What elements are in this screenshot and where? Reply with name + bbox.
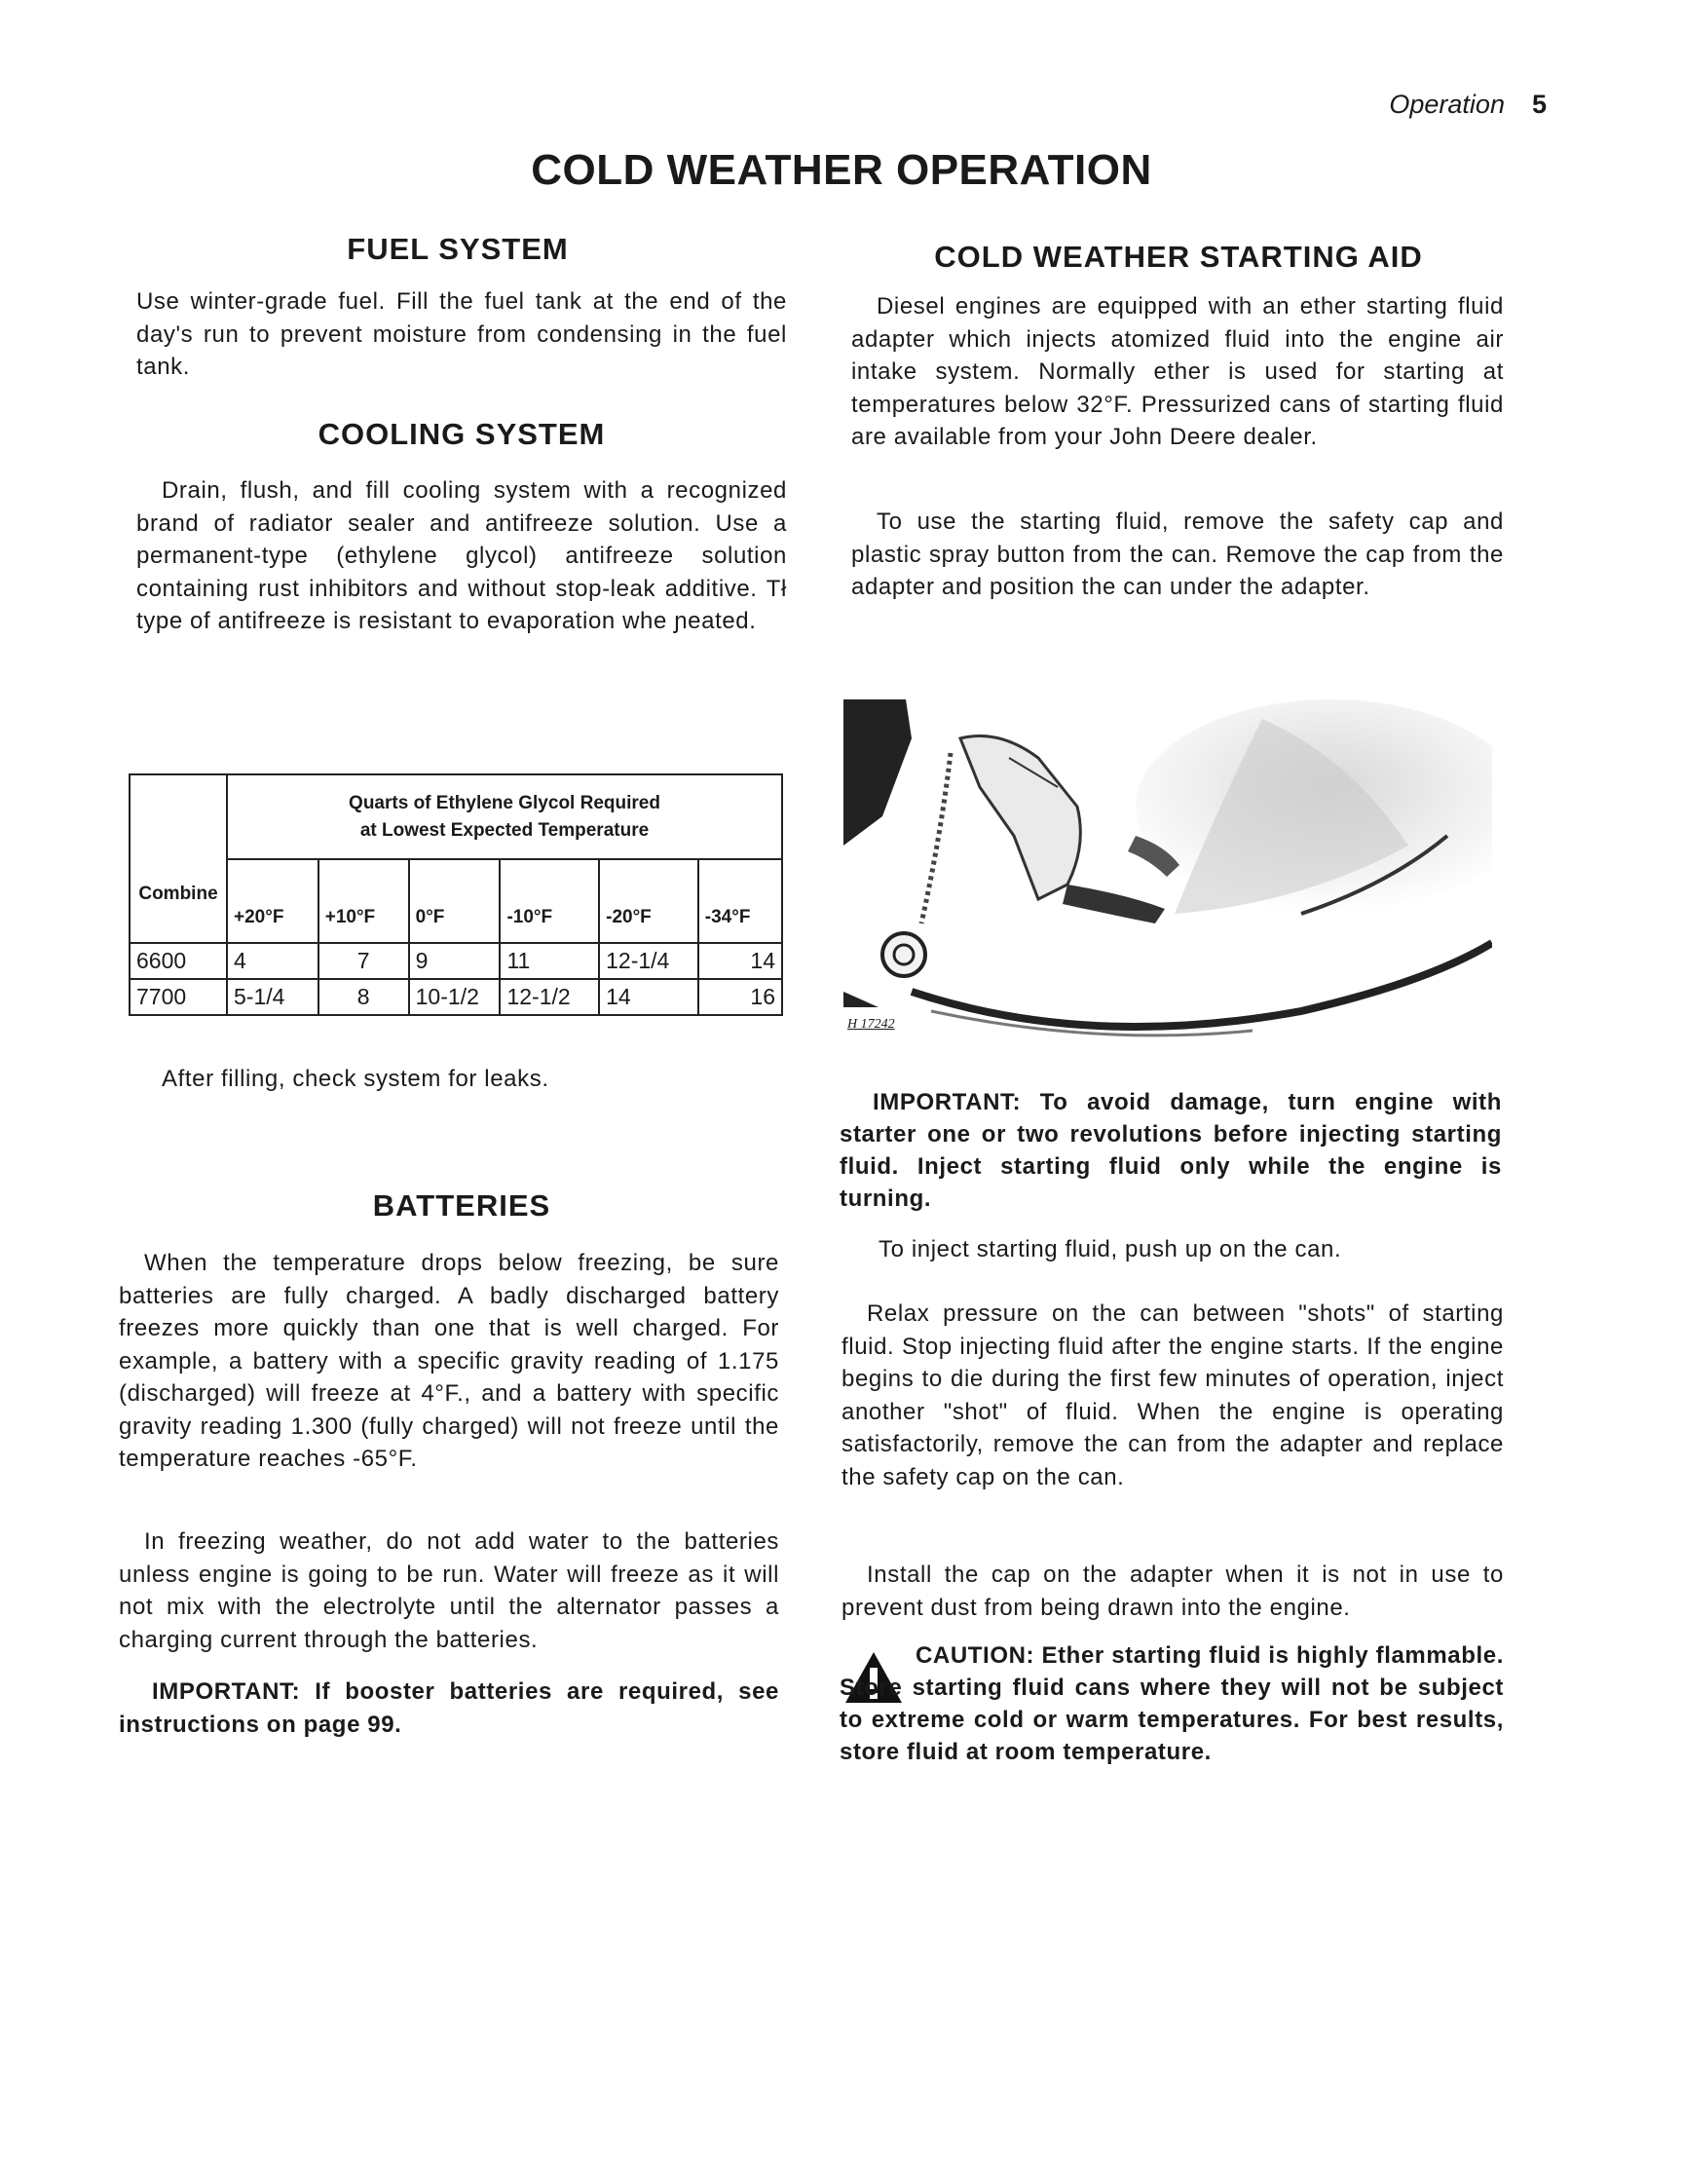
cooling-system-text: Drain, flush, and fill cooling system with a recognized brand of radiator sealer and antifreeze solution. Use a permanent-type (ethylene glycol) antifreeze solution containing rust inhibitors and without stop-leak additive. Tł type of antifreeze is resistant to evaporation whe ɲeated. [136, 477, 787, 634]
batteries-text-2: In freezing weather, do not add water to the batteries unless engine is going to be run. Water will freeze as it will not mix with the electrolyte until the alternator passes a charging current through the batteries. [119, 1528, 779, 1653]
value-cell: 7 [318, 943, 409, 979]
value-cell: 12-1/4 [599, 943, 698, 979]
page-number: 5 [1531, 90, 1547, 119]
batteries-text-1: When the temperature drops below freezing, be sure batteries are fully charged. A badly discharged battery freezes more quickly than one that is well charged. For example, a battery with a specific gravity reading of 1.175 (discharged) will freeze at 4°F., and a battery with specific gravity reading 1.300 (fully charged) will not freeze until the temperature reaches -65°F. [119, 1250, 779, 1472]
page-header [1389, 90, 1547, 120]
photo-illustration [843, 699, 1492, 1046]
temp-header: -20°F [599, 859, 698, 943]
starting-aid-important: IMPORTANT: To avoid damage, turn engine with starter one or two revolutions before injecting starting fluid. Inject starting fluid only while the engine is turning. [840, 1089, 1502, 1212]
value-cell: 8 [318, 979, 409, 1015]
temp-header: +10°F [318, 859, 409, 943]
temp-header: 0°F [409, 859, 501, 943]
fuel-system-heading: FUEL SYSTEM [347, 232, 569, 266]
photo-code: H 17242 [847, 1017, 895, 1032]
starting-aid-text-4: Relax pressure on the can between "shots" of starting fluid. Stop injecting fluid after the engine starts. If the engine begins to die during the first few minutes of operation, inject another "shot" of fluid. When the engine is operating satisfactorily, remove the can from the adapter and replace the safety cap on the can. [842, 1300, 1504, 1490]
temp-header: -10°F [500, 859, 599, 943]
temp-header: -34°F [698, 859, 782, 943]
group-header: Quarts of Ethylene Glycol Required at Lowest Expected Temperature [227, 774, 782, 859]
value-cell: 12-1/2 [500, 979, 599, 1015]
value-cell: 5-1/4 [227, 979, 318, 1015]
section-name: Operation [1389, 90, 1505, 119]
value-cell: 10-1/2 [409, 979, 501, 1015]
glycol-table [129, 773, 783, 1016]
starting-aid-text-2: To use the starting fluid, remove the safety cap and plastic spray button from the can. Remove the cap from the adapter and position the can under the adapter. [851, 508, 1504, 600]
cooling-system-heading: COOLING SYSTEM [318, 417, 606, 451]
batteries-heading: BATTERIES [372, 1188, 551, 1223]
starting-aid-text-5: Install the cap on the adapter when it is not in use to prevent dust from being drawn into the engine. [842, 1562, 1504, 1621]
combine-header: Combine [130, 774, 227, 943]
value-cell: 11 [500, 943, 599, 979]
table-row [130, 979, 782, 1015]
temp-header: +20°F [227, 859, 318, 943]
page-title: COLD WEATHER OPERATION [531, 146, 1152, 194]
value-cell: 14 [599, 979, 698, 1015]
starting-fluid-adapter-photo [843, 699, 1492, 1046]
starting-aid-text-1: Diesel engines are equipped with an ether starting fluid adapter which injects atomized fluid into the engine air intake system. Normally ether is used for starting at temperatures below 32°F. Pressurized cans of starting fluid are available from your John Deere dealer. [851, 293, 1504, 450]
batteries-important: IMPORTANT: If booster batteries are required, see instructions on page 99. [119, 1678, 779, 1738]
after-filling-text: After filling, check system for leaks. [162, 1066, 549, 1092]
starting-aid-heading: COLD WEATHER STARTING AID [934, 240, 1423, 274]
model-cell: 7700 [130, 979, 227, 1015]
starting-aid-text-3: To inject starting fluid, push up on the can. [879, 1236, 1342, 1262]
model-cell: 6600 [130, 943, 227, 979]
caution-text: CAUTION: Ether starting fluid is highly flammable. Store starting fluid cans where they will not be subject to extreme cold or warm temperatures. For best results, store fluid at room temperature. [840, 1642, 1504, 1765]
value-cell: 14 [698, 943, 782, 979]
value-cell: 16 [698, 979, 782, 1015]
value-cell: 4 [227, 943, 318, 979]
fuel-system-text: Use winter-grade fuel. Fill the fuel tank at the end of the day's run to prevent moisture from condensing in the fuel tank. [136, 288, 787, 380]
table-row [130, 943, 782, 979]
value-cell: 9 [409, 943, 501, 979]
